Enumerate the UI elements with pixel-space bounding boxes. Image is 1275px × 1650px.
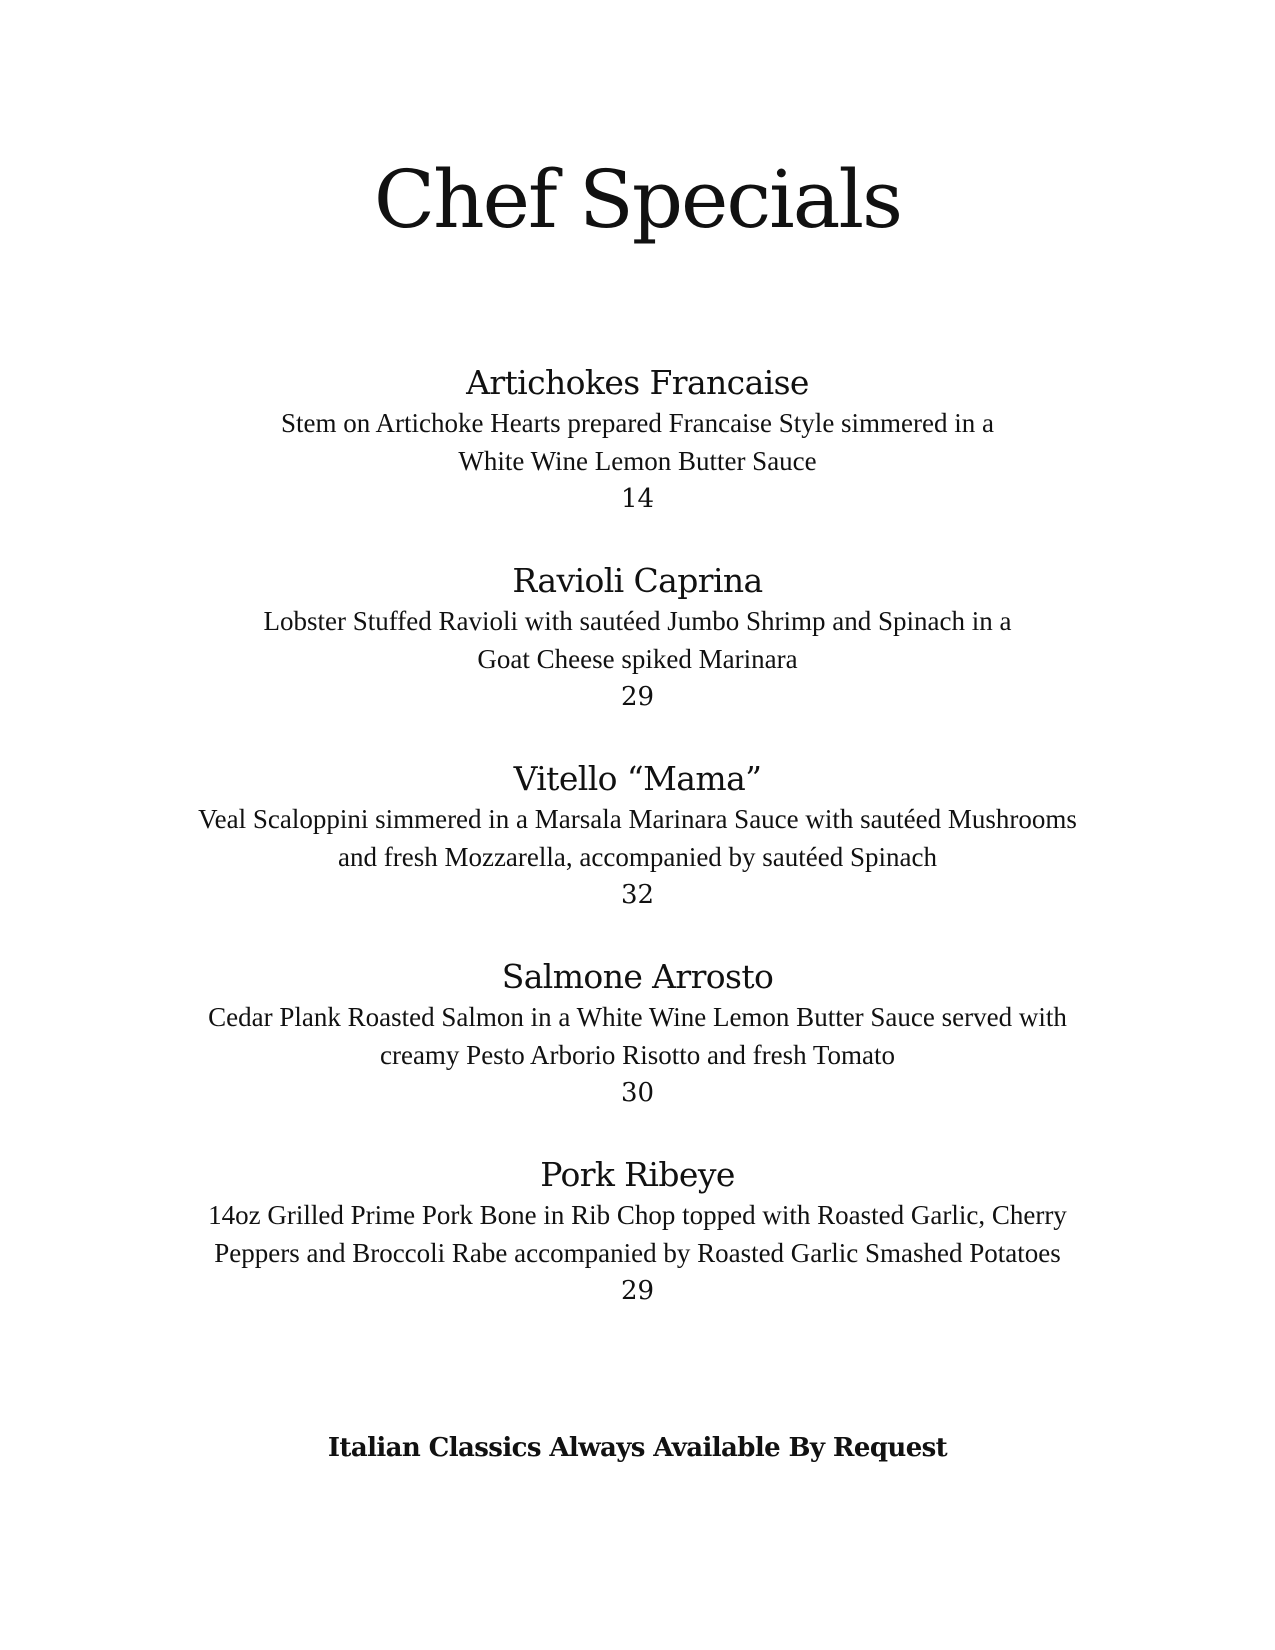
item-description-line: Goat Cheese spiked Marinara (477, 644, 798, 674)
item-description (138, 998, 1138, 1074)
item-price: 32 (620, 880, 655, 910)
page-title: Chef Specials (373, 153, 902, 246)
item-name: Ravioli Caprina (512, 561, 763, 600)
item-description-line: Stem on Artichoke Hearts prepared Francaise Style simmered in a (280, 408, 995, 438)
item-description-line: Lobster Stuffed Ravioli with sautéed Jumbo Shrimp and Spinach in a (263, 606, 1012, 636)
menu-item-ravioli-caprina (0, 560, 1275, 758)
item-description-line: Peppers and Broccoli Rabe accompanied by Roasted Garlic Smashed Potatoes (214, 1238, 1061, 1268)
item-description (138, 602, 1138, 678)
item-description-line: 14oz Grilled Prime Pork Bone in Rib Chop topped with Roasted Garlic, Cherry (208, 1200, 1067, 1230)
item-description-line: Veal Scaloppini simmered in a Marsala Marinara Sauce with sautéed Mushrooms (198, 804, 1077, 834)
item-name: Vitello “Mama” (513, 759, 762, 798)
item-price: 14 (620, 484, 655, 514)
item-name: Pork Ribeye (540, 1155, 735, 1194)
menu-item-artichokes-francaise (0, 362, 1275, 560)
menu-item-salmone-arrosto (0, 956, 1275, 1154)
item-name: Salmone Arrosto (501, 957, 774, 996)
menu-item-vitello-mama (0, 758, 1275, 956)
item-description (138, 1196, 1138, 1272)
menu-item-pork-ribeye (0, 1154, 1275, 1352)
item-description-line: White Wine Lemon Butter Sauce (458, 446, 817, 476)
item-description (138, 800, 1138, 876)
item-price: 30 (620, 1078, 655, 1108)
item-description-line: Cedar Plank Roasted Salmon in a White Wine Lemon Butter Sauce served with (208, 1002, 1067, 1032)
item-price: 29 (620, 682, 655, 712)
item-description-line: creamy Pesto Arborio Risotto and fresh Tomato (379, 1040, 896, 1070)
item-price: 29 (620, 1276, 655, 1306)
menu-items (0, 362, 1275, 1352)
item-description-line: and fresh Mozzarella, accompanied by sautéed Spinach (338, 842, 937, 872)
item-name: Artichokes Francaise (466, 363, 809, 402)
footer-note: Italian Classics Always Available By Request (327, 1433, 948, 1463)
item-description (138, 404, 1138, 480)
